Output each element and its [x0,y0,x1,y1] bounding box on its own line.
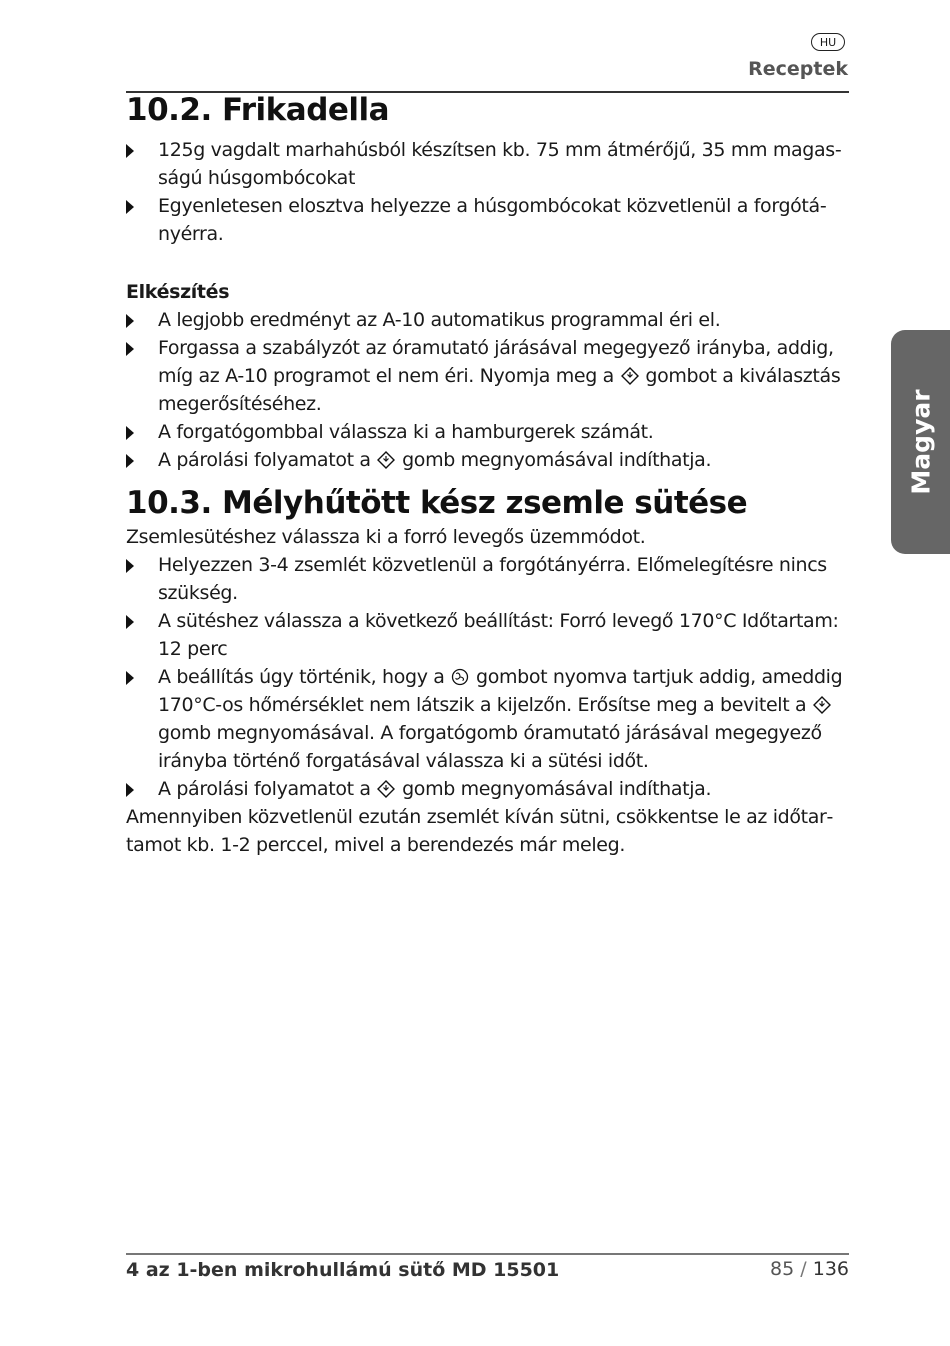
list-item: Egyenletesen elosztva helyezze a húsgombócokat közvetlenül a forgótányérra. [126,192,849,248]
list-item: A párolási folyamatot a gomb megnyomásával indíthatja. [126,446,849,474]
bullet-icon [126,314,134,328]
section-header: Receptek [748,58,848,80]
bottom-rule [126,1253,849,1255]
page-number [770,1258,849,1280]
roll-list [126,551,849,803]
bullet-icon [126,200,134,214]
list-item: 125g vagdalt marhahúsból készítsen kb. 75 mm átmérőjű, 35 mm magasságú húsgombócokat [126,136,849,192]
start-diamond-icon [377,451,395,469]
bullet-icon [126,671,134,685]
bullet-icon [126,426,134,440]
bullet-icon [126,783,134,797]
list-item: A legjobb eredményt az A-10 automatikus programmal éri el. [126,306,849,334]
bullet-icon [126,454,134,468]
bullet-icon [126,559,134,573]
side-tab-label: Magyar [906,389,935,495]
language-side-tab [891,330,950,554]
list-item: A beállítás úgy történik, hogy a gombot nyomva tartjuk addig, ameddig 170°C-os hőmérséklet nem látszik a kijelzőn. Erősítse meg a bevitelt a gomb megnyomásával. A forgatógomb óramutató járásával megegyező irányba történő forgatásával válassza ki a sütési időt. [126,663,849,775]
section-title-10-3: 10.3. Mélyhűtött kész zsemle sütése [126,485,748,521]
list-item: Helyezzen 3-4 zsemlét közvetlenül a forgótányérra. Előmelegítésre nincs szükség. [126,551,849,607]
page-current: 85 [770,1258,795,1280]
language-badge: HU [811,33,845,51]
list-item: A sütéshez válassza a következő beállítást: Forró levegő 170°C Időtartam: 12 perc [126,607,849,663]
start-diamond-icon [621,367,639,385]
start-diamond-icon [813,696,831,714]
ingredient-list [126,136,849,248]
outro-text: Amennyiben közvetlenül ezután zsemlét kíván sütni, csökkentse le az időtartamot kb. 1-2 perccel, mivel a berendezés már meleg. [126,806,834,856]
intro-text: Zsemlesütéshez válassza ki a forró levegős üzemmódot. [126,526,646,548]
list-item: A párolási folyamatot a gomb megnyomásával indíthatja. [126,775,849,803]
list-item: Forgassa a szabályzót az óramutató járásával megegyező irányba, addig, míg az A-10 programot el nem éri. Nyomja meg a gombot a kiválasztás megerősítéséhez. [126,334,849,418]
fan-circle-icon [451,668,469,686]
bullet-icon [126,342,134,356]
section-title-10-2: 10.2. Frikadella [126,92,390,128]
page-content [126,92,849,859]
prep-heading: Elkészítés [126,281,230,303]
list-item: A forgatógombbal válassza ki a hamburgerek számát. [126,418,849,446]
page-total: 136 [812,1258,849,1280]
page-separator: / [800,1258,807,1280]
prep-list [126,306,849,474]
footer-title: 4 az 1-ben mikrohullámú sütő MD 15501 [126,1259,560,1281]
bullet-icon [126,144,134,158]
bullet-icon [126,615,134,629]
start-diamond-icon [377,780,395,798]
